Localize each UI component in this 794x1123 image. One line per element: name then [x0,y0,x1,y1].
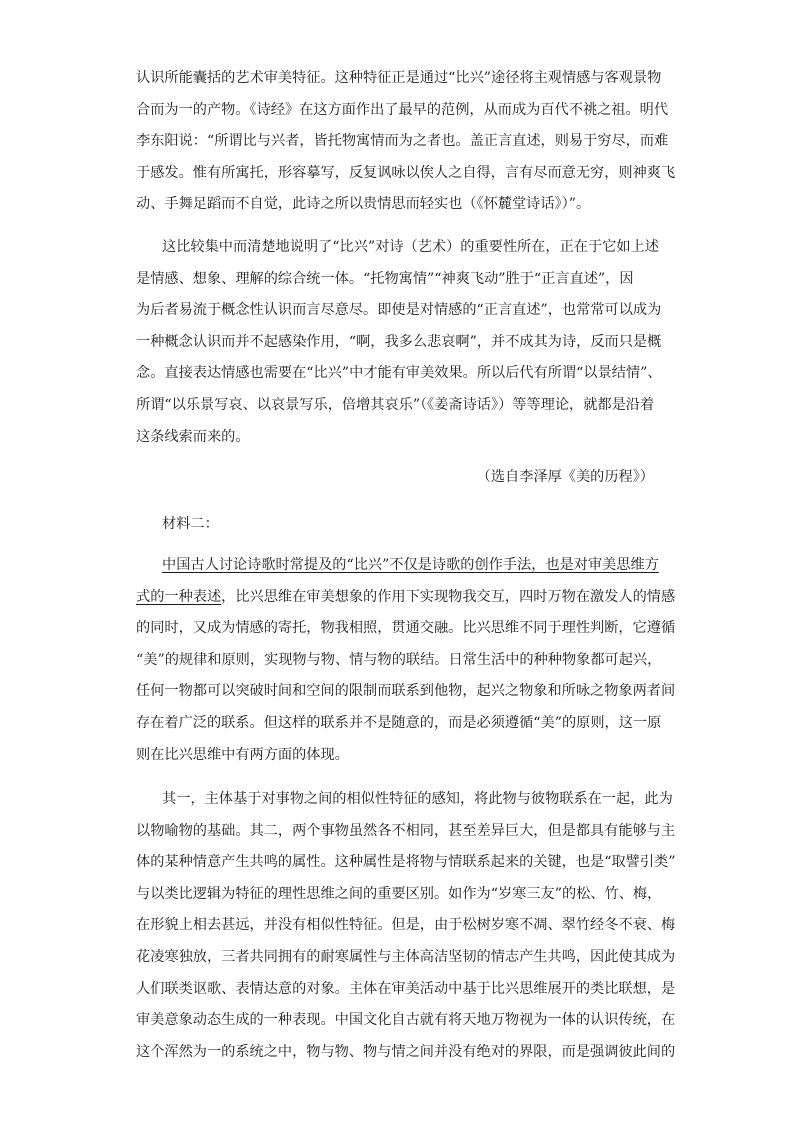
text-line: 这个浑然为一的系统之中，物与物、物与情之间并没有绝对的界限，而是强调彼此间的 [136,1043,676,1060]
text-line: 其一，主体基于对事物之间的相似性特征的感知，将此物与彼物联系在一起，此为 [162,791,673,807]
paragraph-2 [136,232,668,453]
text-line: 与以类比逻辑为特征的理性思维之间的重要区别。如作为“岁寒三友”的松、竹、梅， [136,885,662,902]
text-line: 则在比兴思维中有两方面的体现。 [136,746,349,763]
text-line: 于感发。惟有所寓托，形容摹写，反复讽咏以俟人之自得，言有尽而意无穷，则神爽飞 [136,164,676,181]
text-line: 念。直接表达情感也需要在“比兴”中才能有审美效果。所以后代有所谓“以景结情”、 [136,365,662,382]
text-line: 李东阳说：“所谓比与兴者，皆托物寓情而为之者也。盖正言直述，则易于穷尽，而难 [136,133,669,150]
text-line: 是情感、想象、理解的综合统一体。“托物寓情”“神爽飞动”胜于“正言直述”，因 [136,270,634,287]
text-segment: ，比兴思维在审美想象的作用下实现物我交互，四时万物在激发人的情感 [221,588,676,605]
underlined-text: 式的一种表述 [136,588,222,605]
text-line: 这条线索而来的。 [136,428,250,445]
text-line: 体的某种情意产生共鸣的属性。这种属性是将物与情联系起来的关键，也是“取譬引类” [136,854,676,871]
text-line: 花凌寒独放，三者共同拥有的耐寒属性与主体高洁坚韧的情志产生共鸣，因此使其成为 [136,948,676,965]
text-line [136,550,668,582]
text-line: 一种概念认识而并不起感染作用，“啊，我多么悲哀啊”，并不成其为诗，反而只是概 [136,333,662,350]
text-line: 审美意象动态生成的一种表现。中国文化自古就有将天地万物视为一体的认识传统，在 [136,1012,676,1029]
section-label: 材料二： [162,516,219,532]
text-line: 动、手舞足蹈而不自觉，此诗之所以贵情思而轻实也（《怀麓堂诗话》）”。 [136,196,591,213]
text-line: 为后者易流于概念性认识而言尽意尽。即使是对情感的“正言直述”，也常常可以成为 [136,302,662,319]
text-line: 任何一物都可以突破时间和空间的限制而联系到他物，起兴之物象和所咏之物象两者间 [136,683,676,700]
paragraph-3 [136,550,676,771]
text-line: 合而为一的产物。《诗经》在这方面作出了最早的范例，从而成为百代不祧之祖。明代 [136,101,669,118]
text-line: 在形貌上相去甚远，并没有相似性特征。但是，由于松树岁寒不凋、翠竹经冬不衰、梅 [136,917,676,934]
underlined-text: 中国古人讨论诗歌时常提及的“比兴”不仅是诗歌的创作手法，也是对审美思维方 [162,557,659,573]
source-citation: （选自李泽厚《美的历程》） [476,469,654,485]
text-line: 以物喻物的基础。其二，两个事物虽然各不相同，甚至差异巨大，但是都具有能够与主 [136,822,676,839]
text-line: 存在着广泛的联系。但这样的联系并不是随意的，而是必须遵循“美”的原则，这一原 [136,714,662,731]
text-line: 的同时，又成为情感的寄托，物我相照，贯通交融。比兴思维不同于理性判断，它遵循 [136,620,676,637]
text-line: “美”的规律和原则，实现物与物、情与物的联结。日常生活中的种种物象都可起兴， [136,651,662,668]
text-line: 人们联类讴歌、表情达意的对象。主体在审美活动中基于比兴思维展开的类比联想，是 [136,980,676,997]
paragraph-1 [136,63,676,221]
text-line: 认识所能囊括的艺术审美特征。这种特征正是通过“比兴”途径将主观情感与客观景物 [136,70,662,86]
text-line [136,582,676,614]
text-line: 所谓“以乐景写哀、以哀景写乐，倍增其哀乐”（《姜斋诗话》）等等理论，就都是沿着 [136,396,655,413]
paragraph-4 [136,784,676,1068]
text-line: 这比较集中而清楚地说明了“比兴”对诗（艺术）的重要性所在，正在于它如上述 [162,239,659,255]
